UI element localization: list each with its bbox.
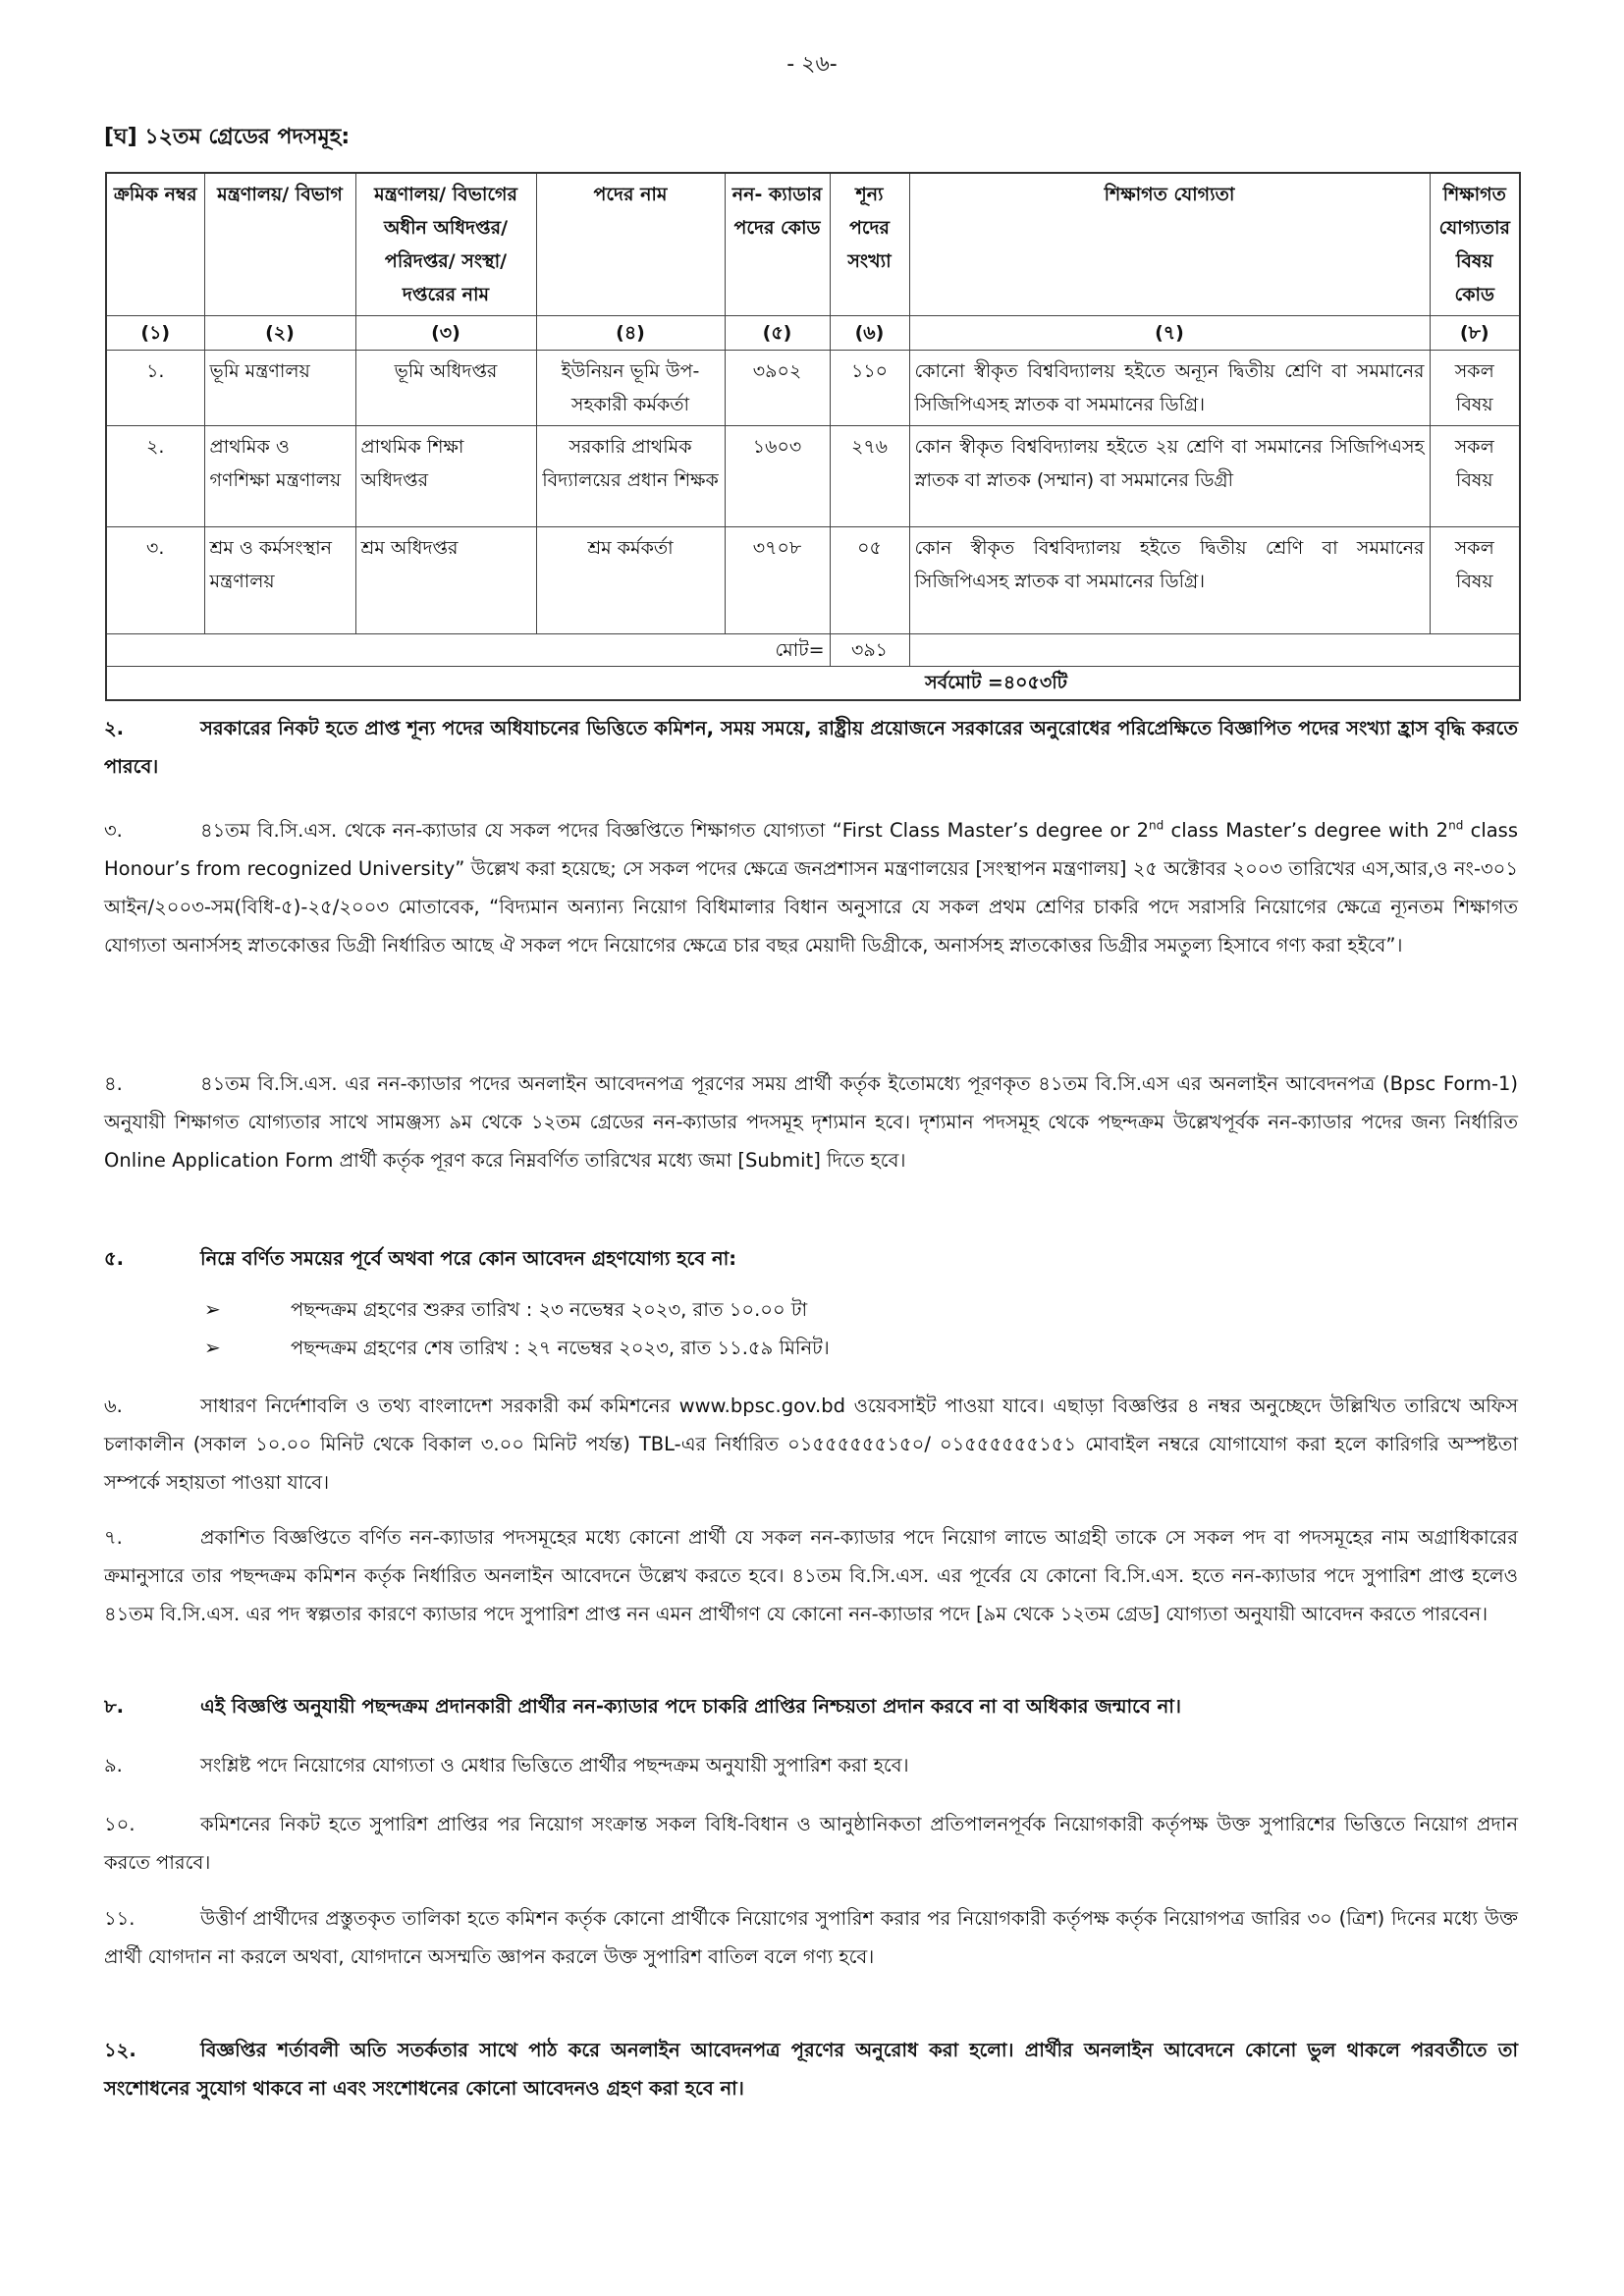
column-index: (৬) <box>830 316 909 351</box>
paragraph-12 <box>104 2031 1518 2107</box>
paragraph-3 <box>104 811 1518 964</box>
paragraph-number: ১১. <box>104 1907 135 1930</box>
header-department: মন্ত্রণালয়/ বিভাগের অধীন অধিদপ্তর/পরিদপ্তর/ সংস্থা/দপ্তরের নাম <box>355 173 536 316</box>
header-post-code: নন- ক্যাডার পদের কোড <box>725 173 830 316</box>
cell-post-name: শ্রম কর্মকর্তা <box>536 527 725 634</box>
bullet-item-start-date <box>204 1290 830 1329</box>
paragraph-number: ১০. <box>104 1813 135 1835</box>
grand-total-row <box>106 667 1520 701</box>
cell-vacancies: ২৭৬ <box>830 426 909 527</box>
paragraph-2 <box>104 709 1518 786</box>
arrow-bullet-icon: ➢ <box>204 1336 221 1359</box>
cell-vacancies: ১১০ <box>830 351 909 426</box>
paragraph-number: ২. <box>104 717 125 739</box>
bullet-text: পছন্দক্রম গ্রহণের শুরুর তারিখ : ২৩ নভেম্বর ২০২৩, রাত ১০.০০ টা <box>291 1298 808 1321</box>
superscript: nd <box>1448 818 1464 833</box>
paragraph-text: class Master’s degree with 2 <box>1164 819 1449 842</box>
paragraph-8 <box>104 1687 1518 1725</box>
paragraph-text: এই বিজ্ঞপ্তি অনুযায়ী পছন্দক্রম প্রদানকারী প্রার্থীর নন-ক্যাডার পদে চাকরি প্রাপ্তির নিশ্চয়তা প্রদান করবে না বা অধিকার জন্মাবে না। <box>200 1695 1181 1718</box>
paragraph-7 <box>104 1518 1518 1633</box>
total-empty-cell <box>909 634 1520 667</box>
paragraph-10 <box>104 1805 1518 1882</box>
paragraph-number: ৫. <box>104 1247 125 1270</box>
column-index: (৩) <box>355 316 536 351</box>
total-label: মোট= <box>106 634 830 667</box>
header-qualification: শিক্ষাগত যোগ্যতা <box>909 173 1430 316</box>
paragraph-number: ৪. <box>104 1072 123 1095</box>
cell-serial: ১. <box>106 351 204 426</box>
table-header-row <box>106 173 1520 316</box>
cell-qualification: কোনো স্বীকৃত বিশ্ববিদ্যালয় হইতে অন্যূন দ্বিতীয় শ্রেণি বা সমমানের সিজিপিএসহ স্নাতক বা সমমানের ডিগ্রি। <box>909 351 1430 426</box>
paragraph-text: কমিশনের নিকট হতে সুপারিশ প্রাপ্তির পর নিয়োগ সংক্রান্ত সকল বিধি-বিধান ও আনুষ্ঠানিকতা প্রতিপালনপূর্বক নিয়োগকারী কর্তৃপক্ষ উক্ত সুপারিশের ভিত্তিতে নিয়োগ প্রদান করতে পারবে। <box>104 1813 1518 1874</box>
table-row <box>106 351 1520 426</box>
cell-serial: ৩. <box>106 527 204 634</box>
paragraph-text: প্রকাশিত বিজ্ঞপ্তিতে বর্ণিত নন-ক্যাডার পদসমূহের মধ্যে কোনো প্রার্থী যে সকল নন-ক্যাডার পদে নিয়োগ লাভে আগ্রহী তাকে সে সকল পদ বা পদসমূহের নাম অগ্রাধিকারের ক্রমানুসারে তার পছন্দক্রম কমিশন কর্তৃক নির্ধারিত অনলাইন আবেদনে উল্লেখ করতে হবে। ৪১তম বি.সি.এস. এর পূর্বের যে কোনো বি.সি.এস. হতে নন-ক্যাডার পদে সুপারিশ প্রাপ্ত হলেও ৪১তম বি.সি.এস. এর পদ স্বল্পতার কারণে ক্যাডার পদে সুপারিশ প্রাপ্ত নন এমন প্রার্থীগণ যে কোনো নন-ক্যাডার পদে [৯ম থেকে ১২তম গ্রেড] যোগ্যতা অনুযায়ী আবেদন করতে পারবেন। <box>104 1526 1518 1625</box>
paragraph-text: ৪১তম বি.সি.এস. এর নন-ক্যাডার পদের অনলাইন আবেদনপত্র পূরণের সময় প্রার্থী কর্তৃক ইতোমধ্যে পূরণকৃত ৪১তম বি.সি.এস এর অনলাইন আবেদনপত্র (Bpsc Form-1) অনুযায়ী শিক্ষাগত যোগ্যতার সাথে সামঞ্জস্য ৯ম থেকে ১২তম গ্রেডের নন-ক্যাডার পদসমূহ দৃশ্যমান হবে। দৃশ্যমান পদসমূহ থেকে পছন্দক্রম উল্লেখপূর্বক নন-ক্যাডার পদের জন্য নির্ধারিত Online Application Form প্রার্থী কর্তৃক পূরণ করে নিম্নবর্ণিত তারিখের মধ্যে জমা [Submit] দিতে হবে। <box>104 1072 1518 1172</box>
cell-post-name: সরকারি প্রাথমিক বিদ্যালয়ের প্রধান শিক্ষক <box>536 426 725 527</box>
table-row <box>106 527 1520 634</box>
paragraph-number: ৬. <box>104 1394 123 1417</box>
cell-qualification: কোন স্বীকৃত বিশ্ববিদ্যালয় হইতে দ্বিতীয় শ্রেণি বা সমমানের সিজিপিএসহ স্নাতক বা সমমানের ডিগ্রি। <box>909 527 1430 634</box>
column-index: (৭) <box>909 316 1430 351</box>
cell-ministry: শ্রম ও কর্মসংস্থান মন্ত্রণালয় <box>204 527 355 634</box>
cell-subject-code: সকল বিষয় <box>1430 527 1520 634</box>
cell-department: শ্রম অধিদপ্তর <box>355 527 536 634</box>
cell-vacancies: ০৫ <box>830 527 909 634</box>
column-index: (৫) <box>725 316 830 351</box>
paragraph-4 <box>104 1065 1518 1179</box>
page-number: - ২৬- <box>786 52 838 77</box>
header-post-name: পদের নাম <box>536 173 725 316</box>
column-index: (১) <box>106 316 204 351</box>
paragraph-number: ৯. <box>104 1754 123 1777</box>
paragraph-text: ৪১তম বি.সি.এস. থেকে নন-ক্যাডার যে সকল পদের বিজ্ঞপ্তিতে শিক্ষাগত যোগ্যতা “First Class Master’s degree or 2 <box>200 819 1150 842</box>
bullet-text: পছন্দক্রম গ্রহণের শেষ তারিখ : ২৭ নভেম্বর ২০২৩, রাত ১১.৫৯ মিনিট। <box>291 1337 830 1359</box>
cell-subject-code: সকল বিষয় <box>1430 351 1520 426</box>
section-title: [ঘ] ১২তম গ্রেডের পদসমূহ: <box>104 125 351 149</box>
paragraph-text: উত্তীর্ণ প্রার্থীদের প্রস্তুতকৃত তালিকা হতে কমিশন কর্তৃক কোনো প্রার্থীকে নিয়োগের সুপারিশ করার পর নিয়োগকারী কর্তৃপক্ষ কর্তৃক নিয়োগপত্র জারির ৩০ (ত্রিশ) দিনের মধ্যে উক্ত প্রার্থী যোগদান না করলে অথবা, যোগদানে অসম্মতি জ্ঞাপন করলে উক্ত সুপারিশ বাতিল বলে গণ্য হবে। <box>104 1907 1518 1968</box>
paragraph-11 <box>104 1899 1518 1976</box>
paragraph-text: বিজ্ঞপ্তির শর্তাবলী অতি সতর্কতার সাথে পাঠ করে অনলাইন আবেদনপত্র পূরণের অনুরোধ করা হলো। প্রার্থীর অনলাইন আবেদনে কোনো ভুল থাকলে পরবর্তীতে তা সংশোধনের সুযোগ থাকবে না এবং সংশোধনের কোনো আবেদনও গ্রহণ করা হবে না। <box>104 2039 1518 2100</box>
header-vacancies: শূন্য পদের সংখ্যা <box>830 173 909 316</box>
total-row <box>106 634 1520 667</box>
paragraph-text: সরকারের নিকট হতে প্রাপ্ত শূন্য পদের অধিযাচনের ভিত্তিতে কমিশন, সময় সময়ে, রাষ্ট্রীয় প্রয়োজনে সরকারের অনুরোধের পরিপ্রেক্ষিতে বিজ্ঞাপিত পদের সংখ্যা হ্রাস বৃদ্ধি করতে পারবে। <box>104 717 1518 778</box>
header-subject-code: শিক্ষাগত যোগ্যতার বিষয় কোড <box>1430 173 1520 316</box>
cell-post-code: ৩৭০৮ <box>725 527 830 634</box>
cell-department: প্রাথমিক শিক্ষা অধিদপ্তর <box>355 426 536 527</box>
grand-total: সর্বমোট =৪০৫৩টি <box>106 667 1520 701</box>
date-bullet-list <box>204 1290 830 1367</box>
table-row <box>106 426 1520 527</box>
cell-post-code: ৩৯০২ <box>725 351 830 426</box>
cell-qualification: কোন স্বীকৃত বিশ্ববিদ্যালয় হইতে ২য় শ্রেণি বা সমমানের সিজিপিএসহ স্নাতক বা স্নাতক (সম্মান) বা সমমানের ডিগ্রী <box>909 426 1430 527</box>
column-index: (৪) <box>536 316 725 351</box>
paragraph-9 <box>104 1746 1518 1784</box>
cell-subject-code: সকল বিষয় <box>1430 426 1520 527</box>
cell-ministry: প্রাথমিক ও গণশিক্ষা মন্ত্রণালয় <box>204 426 355 527</box>
total-value: ৩৯১ <box>830 634 909 667</box>
header-ministry: মন্ত্রণালয়/ বিভাগ <box>204 173 355 316</box>
column-index-row <box>106 316 1520 351</box>
header-serial: ক্রমিক নম্বর <box>106 173 204 316</box>
paragraph-number: ৮. <box>104 1695 125 1718</box>
paragraph-6 <box>104 1387 1518 1502</box>
arrow-bullet-icon: ➢ <box>204 1297 221 1321</box>
paragraph-text: নিম্নে বর্ণিত সময়ের পূর্বে অথবা পরে কোন আবেদন গ্রহণযোগ্য হবে না: <box>200 1247 737 1270</box>
superscript: nd <box>1149 818 1164 833</box>
cell-department: ভূমি অধিদপ্তর <box>355 351 536 426</box>
paragraph-text: সাধারণ নির্দেশাবলি ও তথ্য বাংলাদেশ সরকারী কর্ম কমিশনের www.bpsc.gov.bd ওয়েবসাইট পাওয়া যাবে। এছাড়া বিজ্ঞপ্তির ৪ নম্বর অনুচ্ছেদে উল্লিখিত তারিখে অফিস চলাকালীন (সকাল ১০.০০ মিনিট থেকে বিকাল ৩.০০ মিনিট পর্যন্ত) TBL-এর নির্ধারিত ০১৫৫৫৫৫৫১৫০/ ০১৫৫৫৫৫৫১৫১ মোবাইল নম্বরে যোগাযোগ করা হলে কারিগরি অস্পষ্টতা সম্পর্কে সহায়তা পাওয়া যাবে। <box>104 1394 1518 1494</box>
cell-post-code: ১৬০৩ <box>725 426 830 527</box>
column-index: (২) <box>204 316 355 351</box>
paragraph-text: class Honour’s from recognized University” উল্লেখ করা হয়েছে; সে সকল পদের ক্ষেত্রে জনপ্রশাসন মন্ত্রণালয়ের [সংস্থাপন মন্ত্রণালয়] ২৫ অক্টোবর ২০০৩ তারিখের এস,আর,ও নং-৩০১ আইন/২০০৩-সম(বিধি-৫)-২৫/২০০৩ মোতাবেক, “বিদ্যমান অন্যান্য নিয়োগ বিধিমালার বিধান অনুসারে যে সকল প্রথম শ্রেণির চাকরি পদে সরাসরি নিয়োগের ক্ষেত্রে ন্যূনতম শিক্ষাগত যোগ্যতা অনার্সসহ স্নাতকোত্তর ডিগ্রী নির্ধারিত আছে ঐ সকল পদে নিয়োগের ক্ষেত্রে চার বছর মেয়াদী ডিগ্রীকে, অনার্সসহ স্নাতকোত্তর ডিগ্রীর সমতুল্য হিসাবে গণ্য করা হইবে”। <box>104 819 1519 957</box>
paragraph-number: ১২. <box>104 2039 136 2061</box>
paragraph-number: ৭. <box>104 1526 123 1549</box>
bullet-item-end-date <box>204 1329 830 1367</box>
cell-serial: ২. <box>106 426 204 527</box>
paragraph-5 <box>104 1239 1518 1278</box>
posts-table <box>105 172 1521 701</box>
cell-post-name: ইউনিয়ন ভূমি উপ-সহকারী কর্মকর্তা <box>536 351 725 426</box>
column-index: (৮) <box>1430 316 1520 351</box>
paragraph-text: সংশ্লিষ্ট পদে নিয়োগের যোগ্যতা ও মেধার ভিত্তিতে প্রার্থীর পছন্দক্রম অনুযায়ী সুপারিশ করা হবে। <box>200 1754 909 1777</box>
cell-ministry: ভূমি মন্ত্রণালয় <box>204 351 355 426</box>
paragraph-number: ৩. <box>104 819 123 842</box>
